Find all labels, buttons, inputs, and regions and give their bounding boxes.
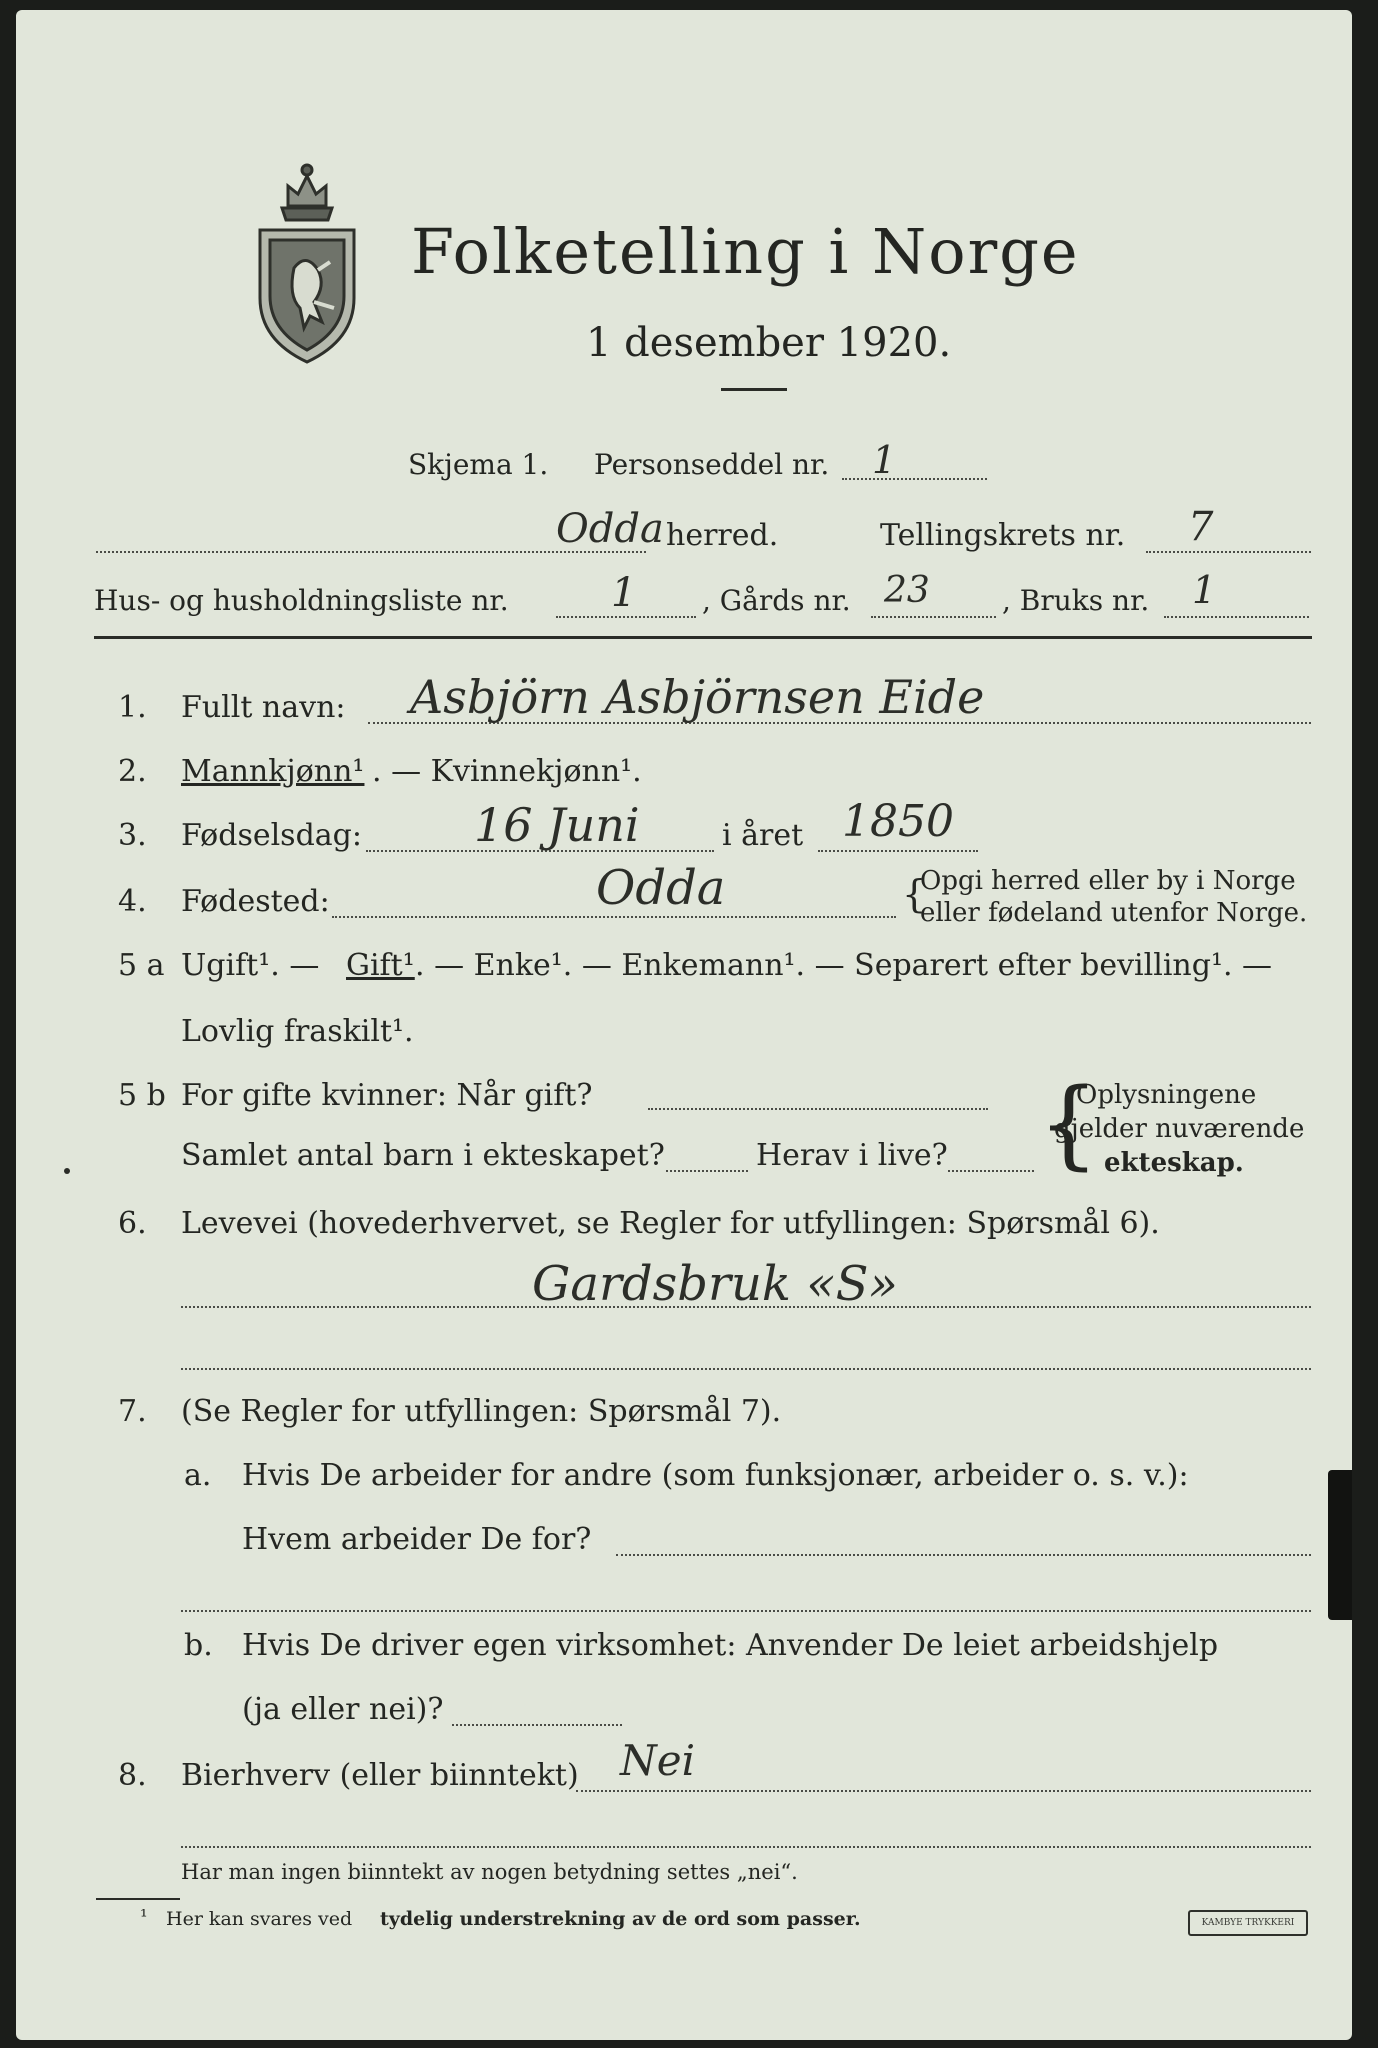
personseddel-label: Personseddel nr. (594, 448, 830, 481)
q7-number: 7. (118, 1394, 147, 1429)
q7a-line-1 (616, 1554, 1311, 1556)
census-form-sheet (16, 10, 1352, 2040)
bruks-label: , Bruks nr. (1002, 584, 1150, 617)
header-rule (94, 636, 1312, 639)
q1-number: 1. (118, 690, 147, 725)
printer-stamp: KAMBYE TRYKKERI (1188, 1910, 1308, 1936)
q6-label: Levevei (hovederhvervet, se Regler for utfyllingen: Spørsmål 6). (181, 1206, 1160, 1241)
q5a-ugift: Ugift¹. — (181, 948, 320, 983)
bruks-value: 1 (1192, 568, 1217, 612)
q4-label: Fødested: (181, 884, 330, 919)
herred-label: herred. (666, 518, 779, 553)
q7b-line (452, 1724, 622, 1726)
q5b-label-live: Herav i live? (756, 1138, 948, 1173)
q6-line-2 (181, 1368, 1311, 1370)
q2-number: 2. (118, 754, 147, 789)
q3-label: Fødselsdag: (181, 818, 362, 853)
q8-number: 8. (118, 1758, 147, 1793)
gards-label: , Gårds nr. (702, 584, 851, 617)
q4-brace: { (902, 872, 927, 916)
q3-value: 16 Juni (474, 798, 640, 852)
husliste-line (556, 616, 696, 618)
q7a-letter: a. (184, 1458, 212, 1493)
personseddel-line (842, 478, 987, 480)
q8-value: Nei (620, 1736, 696, 1785)
q7a-label-hvem: Hvem arbeider De for? (242, 1522, 592, 1557)
personseddel-value: 1 (872, 438, 897, 482)
q5b-nar-gift-line (648, 1108, 988, 1110)
q4-note-line1: Opgi herred eller by i Norge (920, 866, 1296, 896)
q4-value: Odda (596, 860, 726, 916)
q2-kvinnekjonn: . — Kvinnekjønn¹. (372, 754, 642, 789)
q8-line-1 (576, 1790, 1311, 1792)
q5b-note-line1: Oplysningene (1076, 1080, 1257, 1110)
edge-tab (1328, 1470, 1352, 1620)
q8-label: Bierhverv (eller biinntekt) (181, 1758, 579, 1793)
title-divider (721, 388, 787, 391)
gards-value: 23 (884, 570, 930, 611)
husliste-label: Hus- og husholdningsliste nr. (94, 584, 509, 617)
census-date: 1 desember 1920. (586, 320, 952, 366)
gards-line (871, 616, 996, 618)
q5b-barn-line (666, 1170, 748, 1172)
herred-value: Odda (556, 506, 664, 552)
ink-dot (64, 1168, 70, 1174)
q5a-rest: . — Enke¹. — Enkemann¹. — Separert efter bevilling¹. — (415, 948, 1273, 983)
q2-mannkjonn: Mannkjønn¹ (181, 754, 365, 789)
q5b-live-line (948, 1170, 1034, 1172)
schema-label: Skjema 1. (408, 448, 549, 481)
biinntekt-note: Har man ingen biinntekt av nogen betydning settes „nei“. (181, 1860, 798, 1884)
q1-value: Asbjörn Asbjörnsen Eide (410, 670, 985, 724)
q6-number: 6. (118, 1206, 147, 1241)
footnote-rule (96, 1898, 180, 1900)
q4-note-line2: eller fødeland utenfor Norge. (920, 898, 1308, 928)
coat-of-arms-icon (248, 158, 366, 366)
q5b-label-nar-gift: For gifte kvinner: Når gift? (181, 1078, 593, 1113)
tellingskrets-label: Tellingskrets nr. (880, 518, 1126, 553)
bruks-line (1164, 616, 1309, 618)
q5b-label-barn: Samlet antal barn i ekteskapet? (181, 1138, 665, 1173)
q7b-label-janei: (ja eller nei)? (242, 1692, 444, 1727)
q5a-fraskilt: Lovlig fraskilt¹. (181, 1014, 414, 1049)
q4-line (332, 916, 896, 918)
q7b-letter: b. (184, 1628, 213, 1663)
q4-number: 4. (118, 884, 147, 919)
footnote-bold-text: tydelig understrekning av de ord som passer. (380, 1908, 861, 1930)
q3-number: 3. (118, 818, 147, 853)
tellingskrets-line (1146, 551, 1311, 553)
q5a-number: 5 a (118, 948, 165, 983)
q5b-note-line2: gjelder nuværende (1054, 1114, 1305, 1144)
q8-line-2 (181, 1846, 1311, 1848)
q5b-number: 5 b (118, 1078, 166, 1113)
form-title: Folketelling i Norge (411, 215, 1080, 288)
q7-label: (Se Regler for utfyllingen: Spørsmål 7). (181, 1394, 782, 1429)
q3-year-label: i året (722, 818, 804, 853)
q6-value: Gardsbruk «S» (532, 1256, 898, 1312)
q3-year: 1850 (842, 796, 954, 847)
q6-line-1 (181, 1306, 1311, 1308)
tellingskrets-value: 7 (1188, 504, 1214, 550)
q7a-label: Hvis De arbeider for andre (som funksjonær, arbeider o. s. v.): (242, 1458, 1189, 1493)
q7b-label: Hvis De driver egen virksomhet: Anvender De leiet arbeidshjelp (242, 1628, 1219, 1663)
q7a-line-2 (181, 1610, 1311, 1612)
q5b-note-line3: ekteskap. (1104, 1148, 1244, 1178)
footnote-text: Her kan svares ved (166, 1908, 353, 1930)
footnote-mark: ¹ (140, 1906, 148, 1928)
q5a-gift: Gift¹ (346, 948, 415, 983)
q1-label: Fullt navn: (181, 690, 346, 725)
q3-year-line (818, 850, 978, 852)
husliste-value: 1 (611, 570, 637, 616)
q5b-brace: { (1038, 1068, 1100, 1180)
